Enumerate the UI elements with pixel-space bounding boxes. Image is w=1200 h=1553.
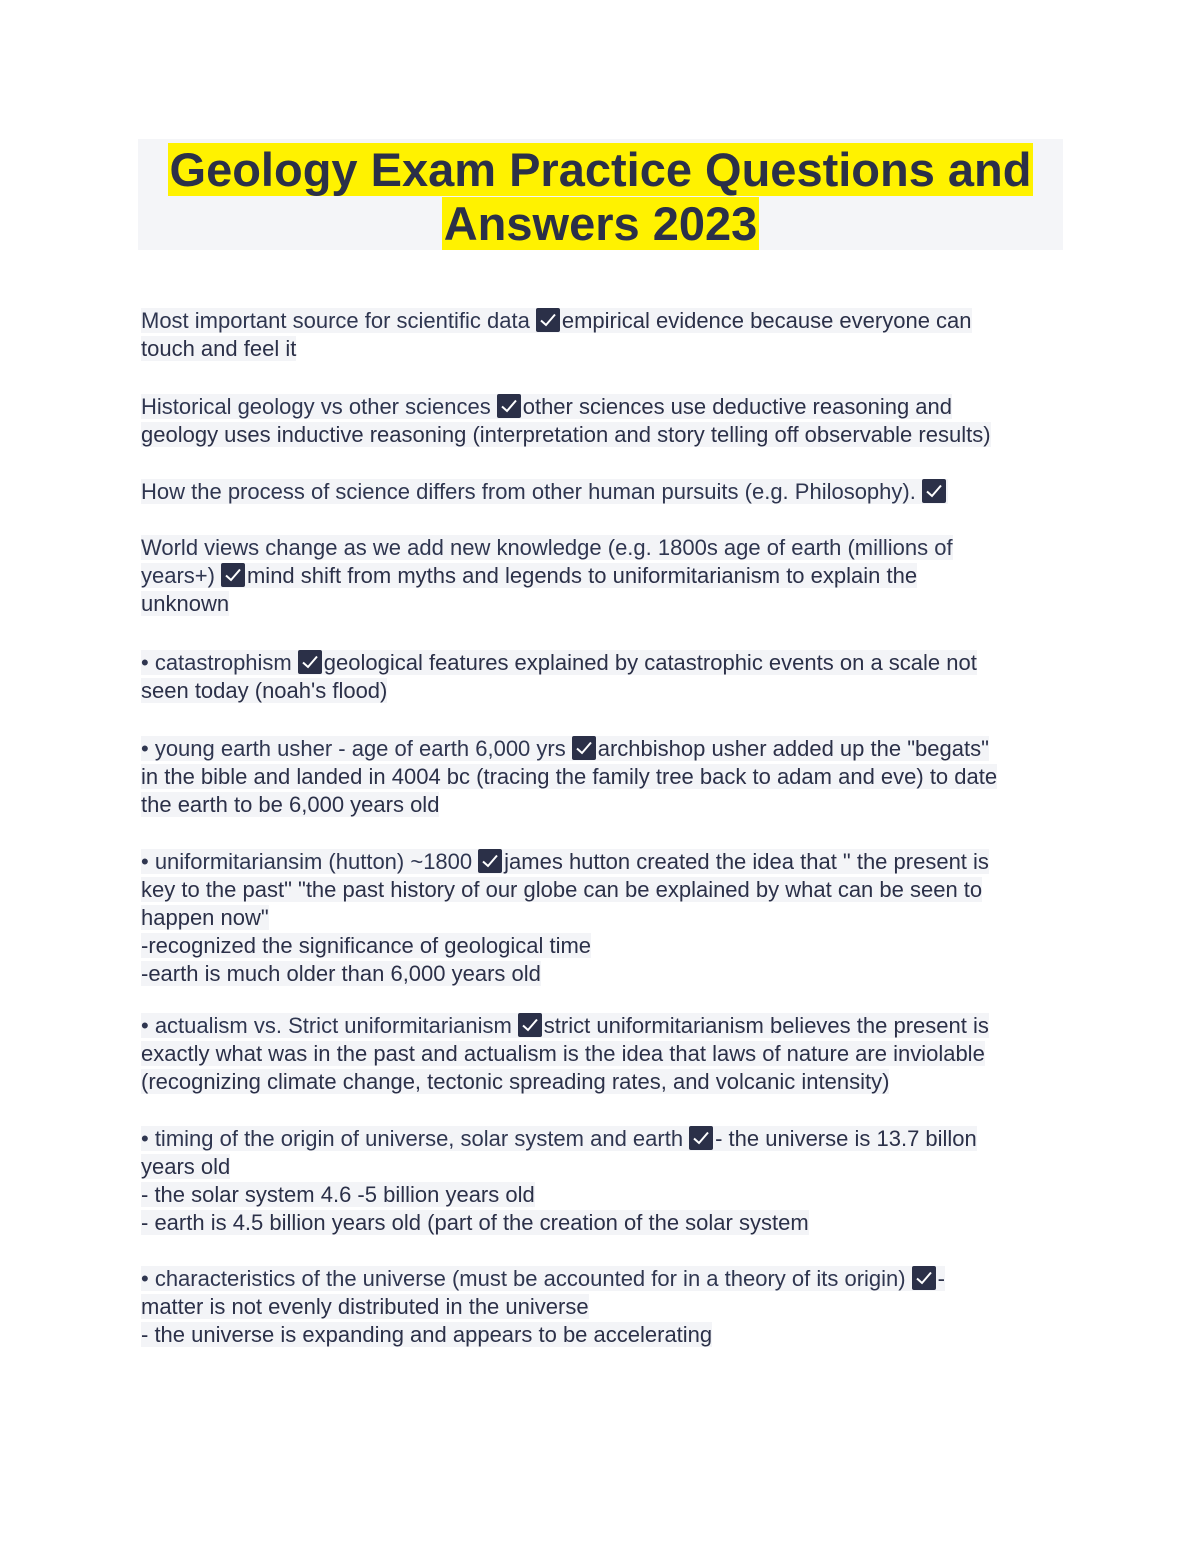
qa-line <box>141 1068 1066 1096</box>
check-icon <box>518 1013 542 1037</box>
answer-text: geological features explained by catastrophic events on a scale not <box>323 650 977 675</box>
title-line-2 <box>138 196 1063 252</box>
qa-line-highlight <box>141 1266 945 1291</box>
qa-line-highlight <box>141 479 948 504</box>
answer-text: james hutton created the idea that " the present is <box>504 849 989 874</box>
question-text: years+) <box>141 563 215 588</box>
qa-line-highlight <box>141 1013 989 1038</box>
qa-line-highlight <box>141 1041 985 1066</box>
qa-line-highlight <box>141 650 977 675</box>
qa-line <box>141 562 1066 590</box>
qa-line <box>141 677 1066 705</box>
answer-text: -recognized the significance of geological time <box>141 933 592 958</box>
qa-line <box>141 848 1066 876</box>
qa-line <box>141 393 1066 421</box>
answer-text: empirical evidence because everyone can <box>561 308 972 333</box>
answer-text: - earth is 4.5 billion years old (part of the creation of the solar system <box>141 1210 809 1235</box>
answer-text: key to the past" "the past history of our globe can be explained by what can be seen to <box>141 877 983 902</box>
qa-item <box>141 1012 1066 1096</box>
answer-text: (recognizing climate change, tectonic spreading rates, and volcanic intensity) <box>141 1069 890 1094</box>
answer-text: archbishop usher added up the "begats" <box>597 736 989 761</box>
qa-line <box>141 590 1066 618</box>
qa-line-highlight <box>141 933 591 958</box>
title-block <box>138 139 1063 250</box>
qa-line-highlight <box>141 1069 889 1094</box>
qa-line-highlight <box>141 877 982 902</box>
answer-text: - <box>937 1266 945 1291</box>
qa-line <box>141 478 1066 506</box>
qa-line-highlight <box>141 563 917 588</box>
qa-line <box>141 1209 1066 1237</box>
title-text-2: Answers 2023 <box>443 197 758 250</box>
answer-text: years old <box>141 1154 231 1179</box>
check-icon <box>497 394 521 418</box>
qa-line-highlight <box>141 1294 589 1319</box>
qa-line <box>141 960 1066 988</box>
qa-item <box>141 649 1066 705</box>
question-text: Historical geology vs other sciences <box>141 394 491 419</box>
qa-line <box>141 335 1066 363</box>
qa-line <box>141 1293 1066 1321</box>
qa-line-highlight <box>141 961 541 986</box>
answer-text: mind shift from myths and legends to uniformitarianism to explain the <box>246 563 918 588</box>
check-icon <box>221 563 245 587</box>
qa-line-highlight <box>141 1126 977 1151</box>
answer-text: matter is not evenly distributed in the universe <box>141 1294 589 1319</box>
qa-line-highlight <box>141 1154 230 1179</box>
qa-line <box>141 791 1066 819</box>
answer-text: touch and feel it <box>141 336 297 361</box>
answer-text: unknown <box>141 591 230 616</box>
title-line-1 <box>138 142 1063 198</box>
qa-line <box>141 763 1066 791</box>
qa-line-highlight <box>141 792 439 817</box>
answer-text: - the solar system 4.6 -5 billion years old <box>141 1182 535 1207</box>
qa-line-highlight <box>141 591 229 616</box>
qa-line <box>141 1265 1066 1293</box>
qa-line <box>141 904 1066 932</box>
question-text: Most important source for scientific data <box>141 308 530 333</box>
qa-item <box>141 848 1066 988</box>
title-text-1: Geology Exam Practice Questions and <box>169 143 1032 196</box>
answer-text: exactly what was in the past and actualism is the idea that laws of nature are inviolable <box>141 1041 985 1066</box>
qa-line <box>141 1153 1066 1181</box>
question-text: World views change as we add new knowledge (e.g. 1800s age of earth (millions of <box>141 535 953 560</box>
qa-line-highlight <box>141 736 989 761</box>
qa-item <box>141 534 1066 618</box>
qa-line <box>141 307 1066 335</box>
check-icon <box>572 736 596 760</box>
qa-line-highlight <box>141 336 296 361</box>
qa-item <box>141 393 1066 449</box>
qa-line-highlight <box>141 1322 712 1347</box>
check-icon <box>922 479 946 503</box>
question-text: • young earth usher - age of earth 6,000 yrs <box>141 736 566 761</box>
question-text: • timing of the origin of universe, solar system and earth <box>141 1126 684 1151</box>
answer-text: -earth is much older than 6,000 years old <box>141 961 541 986</box>
answer-text: geology uses inductive reasoning (interpretation and story telling off observable results) <box>141 422 991 447</box>
qa-line-highlight <box>141 678 387 703</box>
qa-line-highlight <box>141 394 952 419</box>
qa-line-highlight <box>141 422 991 447</box>
qa-line <box>141 1181 1066 1209</box>
qa-line <box>141 534 1066 562</box>
qa-line <box>141 421 1066 449</box>
qa-line-highlight <box>141 1210 809 1235</box>
question-text: How the process of science differs from other human pursuits (e.g. Philosophy). <box>141 479 916 504</box>
answer-text: - the universe is expanding and appears to be accelerating <box>141 1322 713 1347</box>
question-text: • characteristics of the universe (must be accounted for in a theory of its origin) <box>141 1266 906 1291</box>
answer-text: strict uniformitarianism believes the present is <box>543 1013 989 1038</box>
question-text: • uniformitariansim (hutton) ~1800 <box>141 849 473 874</box>
qa-line-highlight <box>141 764 997 789</box>
answer-text: seen today (noah's flood) <box>141 678 388 703</box>
qa-line <box>141 1012 1066 1040</box>
answer-text: in the bible and landed in 4004 bc (tracing the family tree back to adam and eve) to date <box>141 764 998 789</box>
check-icon <box>298 650 322 674</box>
qa-line-highlight <box>141 535 953 560</box>
qa-line <box>141 649 1066 677</box>
qa-item <box>141 1265 1066 1349</box>
qa-line-highlight <box>141 849 989 874</box>
check-icon <box>689 1126 713 1150</box>
check-icon <box>912 1266 936 1290</box>
answer-text: other sciences use deductive reasoning and <box>522 394 952 419</box>
qa-line <box>141 1125 1066 1153</box>
qa-line-highlight <box>141 1182 535 1207</box>
answer-text: happen now" <box>141 905 269 930</box>
check-icon <box>536 308 560 332</box>
qa-line <box>141 735 1066 763</box>
qa-line-highlight <box>141 905 269 930</box>
qa-item <box>141 478 1066 506</box>
answer-text: - the universe is 13.7 billon <box>715 1126 977 1151</box>
answer-text: the earth to be 6,000 years old <box>141 792 440 817</box>
check-icon <box>478 849 502 873</box>
qa-item <box>141 1125 1066 1237</box>
qa-line <box>141 1040 1066 1068</box>
qa-line <box>141 876 1066 904</box>
question-text: • catastrophism <box>141 650 292 675</box>
qa-item <box>141 307 1066 363</box>
qa-line-highlight <box>141 308 972 333</box>
question-text: • actualism vs. Strict uniformitarianism <box>141 1013 512 1038</box>
qa-line <box>141 1321 1066 1349</box>
qa-item <box>141 735 1066 819</box>
qa-line <box>141 932 1066 960</box>
